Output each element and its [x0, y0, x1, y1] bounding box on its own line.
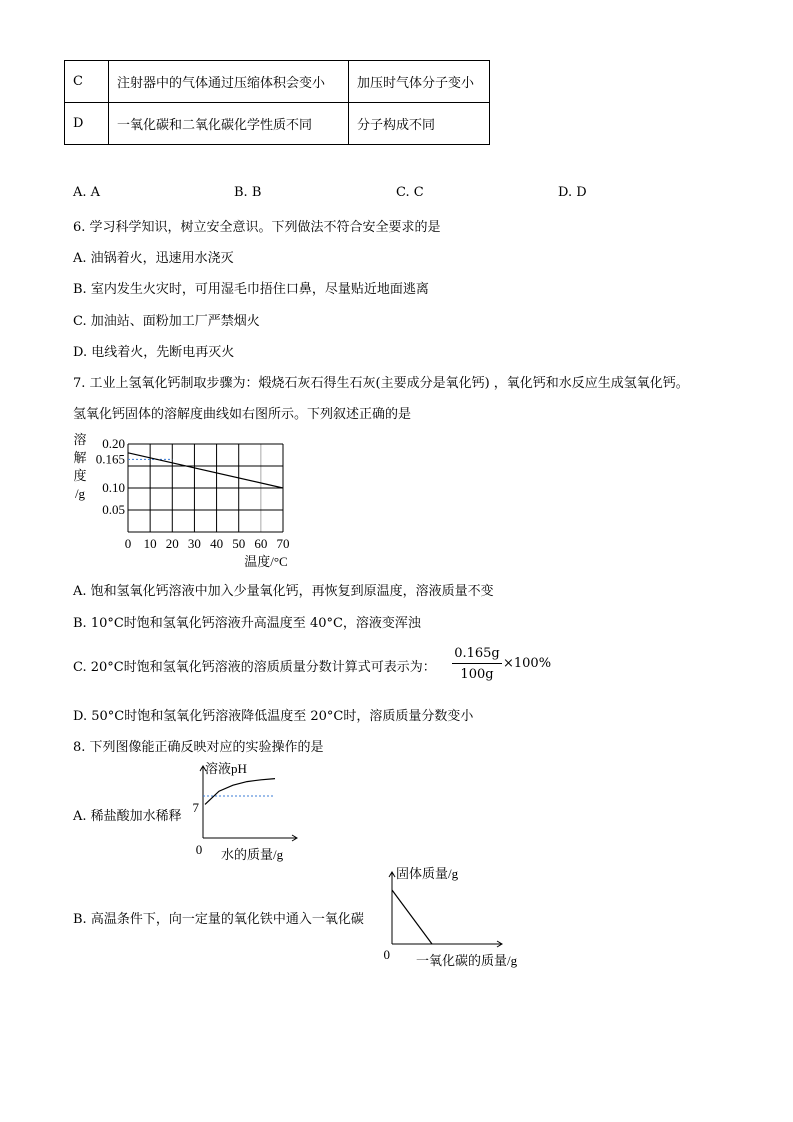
origin-label: 0 — [195, 842, 203, 857]
row-fact: 注射器中的气体通过压缩体积会变小 — [109, 61, 349, 103]
x-axis-label: 水的质量/g — [221, 847, 284, 862]
q7-stem-line1: 7. 工业上氢氧化钙制取步骤为：煅烧石灰石得生石灰(主要成分是氧化钙) ，氧化钙和水反应生成氢氧化钙。 — [73, 376, 689, 391]
solubility-series-line — [128, 453, 283, 488]
q7-option-d[interactable]: D. 50°C时饱和氢氧化钙溶液降低温度至 20°C时，溶质质量分数变小 — [73, 709, 474, 724]
row-letter: D — [65, 103, 109, 145]
q7-option-a[interactable]: A. 饱和氢氧化钙溶液中加入少量氧化钙，再恢复到原温度，溶液质量不变 — [73, 584, 494, 599]
q5-choice-a[interactable]: A. A — [73, 185, 101, 200]
y-tick-label: 0.165 — [95, 451, 125, 467]
fraction-denominator: 100g — [460, 667, 494, 682]
y-axis-label: 度 — [73, 468, 87, 483]
y-tick-label: 0.20 — [102, 436, 125, 451]
row-explanation: 分子构成不同 — [349, 103, 490, 145]
q7-option-c[interactable] — [73, 656, 436, 675]
q6-option-b[interactable]: B. 室内发生火灾时，可用湿毛巾捂住口鼻，尽量贴近地面逃离 — [73, 282, 429, 297]
y-axis-label: /g — [74, 486, 86, 501]
y-axis-label: 溶 — [73, 432, 87, 447]
y-axis-label: 溶液pH — [205, 761, 247, 776]
q8-option-a[interactable]: A. 稀盐酸加水稀释 — [73, 809, 182, 824]
q6-option-d[interactable]: D. 电线着火，先断电再灭火 — [73, 345, 235, 360]
x-tick-label: 0 — [124, 536, 132, 551]
table-row — [65, 61, 490, 103]
q7-option-c-text: C. 20°C时饱和氢氧化钙溶液的溶质质量分数计算式可表示为： — [73, 660, 436, 675]
y-axis-label: 固体质量/g — [396, 866, 459, 881]
q5-choice-d[interactable]: D. D — [558, 185, 587, 200]
x-tick-label: 30 — [187, 536, 201, 551]
y-tick-label: 7 — [192, 800, 199, 815]
origin-label: 0 — [383, 947, 390, 962]
q7-option-c-fraction — [452, 646, 502, 682]
q7-stem-line2: 氢氧化钙固体的溶解度曲线如右图所示。下列叙述正确的是 — [73, 407, 412, 422]
row-explanation: 加压时气体分子变小 — [349, 61, 490, 103]
y-tick-label: 0.10 — [102, 480, 125, 495]
q6-option-c[interactable]: C. 加油站、面粉加工厂严禁烟火 — [73, 314, 260, 329]
x-tick-label: 10 — [143, 536, 157, 551]
row-letter: C — [65, 61, 109, 103]
x-tick-label: 20 — [165, 536, 179, 551]
x-tick-label: 50 — [232, 536, 246, 551]
solid-mass-series-line — [392, 890, 432, 944]
y-tick-label: 0.05 — [102, 502, 125, 517]
ph-chart — [185, 758, 305, 868]
x-axis-label: 温度/°C — [244, 554, 288, 569]
q8-stem: 8. 下列图像能正确反映对应的实验操作的是 — [73, 740, 324, 755]
row-fact: 一氧化碳和二氧化碳化学性质不同 — [109, 103, 349, 145]
x-axis-label: 一氧化碳的质量/g — [416, 953, 518, 968]
solubility-chart — [70, 432, 310, 572]
q5-choice-c[interactable]: C. C — [396, 185, 424, 200]
x-tick-label: 60 — [254, 536, 268, 551]
x-tick-label: 70 — [276, 536, 290, 551]
q7-option-b[interactable]: B. 10°C时饱和氢氧化钙溶液升高温度至 40°C，溶液变浑浊 — [73, 616, 421, 631]
fraction-numerator: 0.165g — [452, 646, 502, 664]
q6-option-a[interactable]: A. 油锅着火，迅速用水浇灭 — [73, 251, 234, 266]
q6-stem: 6. 学习科学知识，树立安全意识。下列做法不符合安全要求的是 — [73, 220, 441, 235]
ph-series-line — [205, 779, 275, 805]
q5-choice-b[interactable]: B. B — [234, 185, 262, 200]
q8-option-b[interactable]: B. 高温条件下，向一定量的氧化铁中通入一氧化碳 — [73, 912, 364, 927]
x-tick-label: 40 — [210, 536, 224, 551]
table-row — [65, 103, 490, 145]
fraction-suffix: ×100% — [503, 656, 552, 671]
y-axis-label: 解 — [73, 450, 87, 465]
options-table — [64, 60, 490, 145]
solid-mass-chart — [380, 860, 530, 970]
